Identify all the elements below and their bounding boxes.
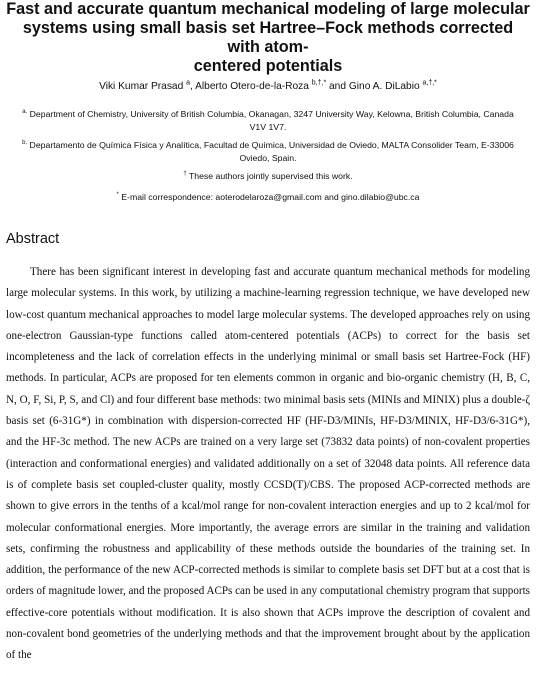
author-affiliation-mark: a,†,* (422, 79, 437, 87)
affiliation-text: Department of Chemistry, University of British Columbia, Okanagan, 3247 University Way, Kelowna, British Columbia, Canada V1V 1V7. (29, 109, 514, 132)
affiliation (20, 139, 516, 165)
note-text: These authors jointly supervised this work. (188, 171, 353, 181)
title-line: Fast and accurate quantum mechanical modeling of large molecular (6, 0, 530, 18)
note-mark: * (116, 192, 119, 199)
affiliation (20, 108, 516, 134)
email-note (20, 191, 516, 204)
note-mark: † (183, 171, 187, 178)
abstract-body: There has been significant interest in developing fast and accurate quantum mechanical methods for modeling large molecular systems. In this work, by utilizing a machine-learning regression technique, we have developed new low-cost quantum mechanical approaches to model large molecular systems. The developed approaches rely on using one-electron Gaussian-type functions called atom-centered potentials (ACPs) to correct for the basis set incompleteness and the lack of correlation effects in the underlying minimal or small basis set Hartree-Fock (HF) methods. In particular, ACPs are proposed for ten elements common in organic and bio-organic chemistry (H, B, C, N, O, F, Si, P, S, and Cl) and four different base methods: two minimal basis sets (MINIs and MINIX) plus a double-ζ basis set (6-31G*) in combination with dispersion-corrected HF (HF-D3/MINIs, HF-D3/MINIX, HF-D3/6-31G*), and the HF-3c method. The new ACPs are trained on a very large set (73832 data points) of non-covalent properties (interaction and conformational energies) and validated additionally on a set of 32048 data points. All reference data is of complete basis set coupled-cluster quality, mostly CCSD(T)/CBS. The proposed ACP-corrected methods are shown to give errors in the tenths of a kcal/mol range for non-covalent interaction energies and up to 2 kcal/mol for molecular conformational energies. More importantly, the average errors are similar in the training and validation sets, confirming the robustness and applicability of these methods outside the boundaries of the training set. In addition, the performance of the new ACP-corrected methods is similar to complete basis set DFT but at a cost that is orders of magnitude lower, and the proposed ACPs can be used in any computational chemistry program that supports effective-core potentials without modification. It is also shown that ACPs improve the description of covalent and non-covalent bond geometries of the underlying methods and that the improvement brought about by the application of the (6, 266, 530, 662)
affiliation-mark: b. (22, 140, 28, 147)
supervision-note (20, 170, 516, 183)
title-line: centered potentials (193, 57, 343, 75)
abstract-heading: Abstract (6, 231, 60, 247)
author-name: Alberto Otero-de-la-Roza (195, 81, 309, 92)
author-affiliation-mark: b,†,* (311, 79, 327, 87)
author-affiliation-mark: a (186, 79, 191, 87)
affiliation-mark: a. (22, 109, 28, 116)
author-list (0, 80, 536, 93)
note-text: E-mail correspondence: aoterodelaroza@gmail.com and gino.dilabio@ubc.ca (121, 192, 420, 202)
author-name: Gino A. DiLabio (348, 81, 420, 92)
author-name: Viki Kumar Prasad (99, 81, 184, 92)
title-line: systems using small basis set Hartree–Fock methods corrected with atom- (22, 19, 514, 56)
affiliation-text: Departamento de Química Física y Analítica, Facultad de Química, Universidad de Oviedo, MALTA Consolider Team, E-33006 Oviedo, Spain. (29, 140, 514, 163)
paper-title (6, 0, 530, 76)
author-separator: and (326, 81, 349, 92)
author-separator: , (190, 81, 196, 92)
